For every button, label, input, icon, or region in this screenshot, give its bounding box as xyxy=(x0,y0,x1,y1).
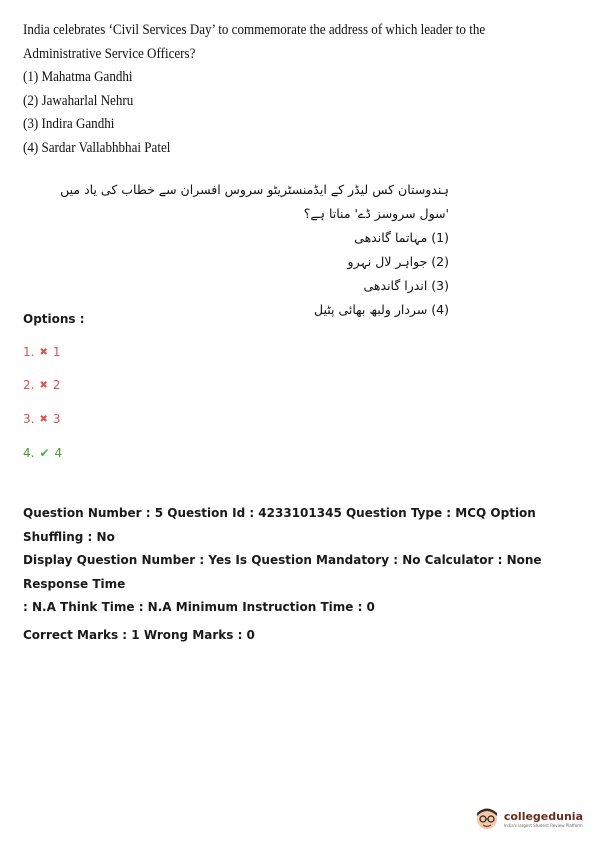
question-option-1: (1) Mahatma Gandhi xyxy=(23,68,133,85)
mascot-icon xyxy=(474,806,500,832)
question-urdu xyxy=(29,178,449,322)
answer-option-2 xyxy=(23,378,60,392)
brand-tagline: India's largest Student Review Platform xyxy=(503,823,583,828)
metadata-marks: Correct Marks : 1 Wrong Marks : 0 xyxy=(23,627,255,642)
question-option-2: (2) Jawaharlal Nehru xyxy=(23,91,134,109)
answer-option-3 xyxy=(23,412,60,426)
metadata-line-1: Question Number : 5 Question Id : 4233101345 Question Type : MCQ Option Shuffling : No xyxy=(23,506,536,544)
collegedunia-logo xyxy=(474,806,583,832)
urdu-option-3: (3) اندرا گاندھی xyxy=(363,278,449,293)
question-option-4: (4) Sardar Vallabhbhai Patel xyxy=(23,138,171,156)
option-number: 3. xyxy=(23,412,35,426)
option-number: 4. xyxy=(23,446,35,460)
option-value: 1 xyxy=(52,345,61,359)
answer-option-4 xyxy=(23,446,62,460)
check-icon: ✔ xyxy=(39,446,50,460)
option-number: 2. xyxy=(23,378,35,392)
option-number: 1. xyxy=(23,345,35,359)
metadata-line-3: : N.A Think Time : N.A Minimum Instruction Time : 0 xyxy=(23,600,375,614)
option-value: 3 xyxy=(52,412,61,426)
options-heading: Options : xyxy=(23,312,85,326)
urdu-option-1: (1) مہاتما گاندھی xyxy=(354,230,449,245)
metadata-line-2: Display Question Number : Yes Is Question Mandatory : No Calculator : None Response Time xyxy=(23,553,542,591)
option-value: 2 xyxy=(52,378,61,392)
urdu-option-2: (2) جواہر لال نہرو xyxy=(347,254,449,269)
question-metadata xyxy=(23,502,583,647)
question-option-3: (3) Indira Gandhi xyxy=(23,115,115,132)
urdu-option-4: (4) سردار ولبھ بھائی پٹیل xyxy=(313,302,449,317)
cross-icon: ✖ xyxy=(39,379,48,391)
option-value: 4 xyxy=(54,446,63,460)
urdu-question-text: ہندوستان کس لیڈر کے ایڈمنسٹریٹو سروس افسران سے خطاب کی یاد میں 'سول سروسز ڈے' مناتا ہے؟ xyxy=(60,182,449,221)
answer-option-1 xyxy=(23,345,60,359)
cross-icon: ✖ xyxy=(39,413,48,425)
question-english xyxy=(23,18,486,159)
question-text-line-1: India celebrates ‘Civil Services Day’ to commemorate the address of which leader to the xyxy=(23,21,486,38)
question-text-line-2: Administrative Service Officers? xyxy=(23,44,196,62)
brand-name: collegedunia xyxy=(503,810,583,823)
cross-icon: ✖ xyxy=(39,346,48,358)
